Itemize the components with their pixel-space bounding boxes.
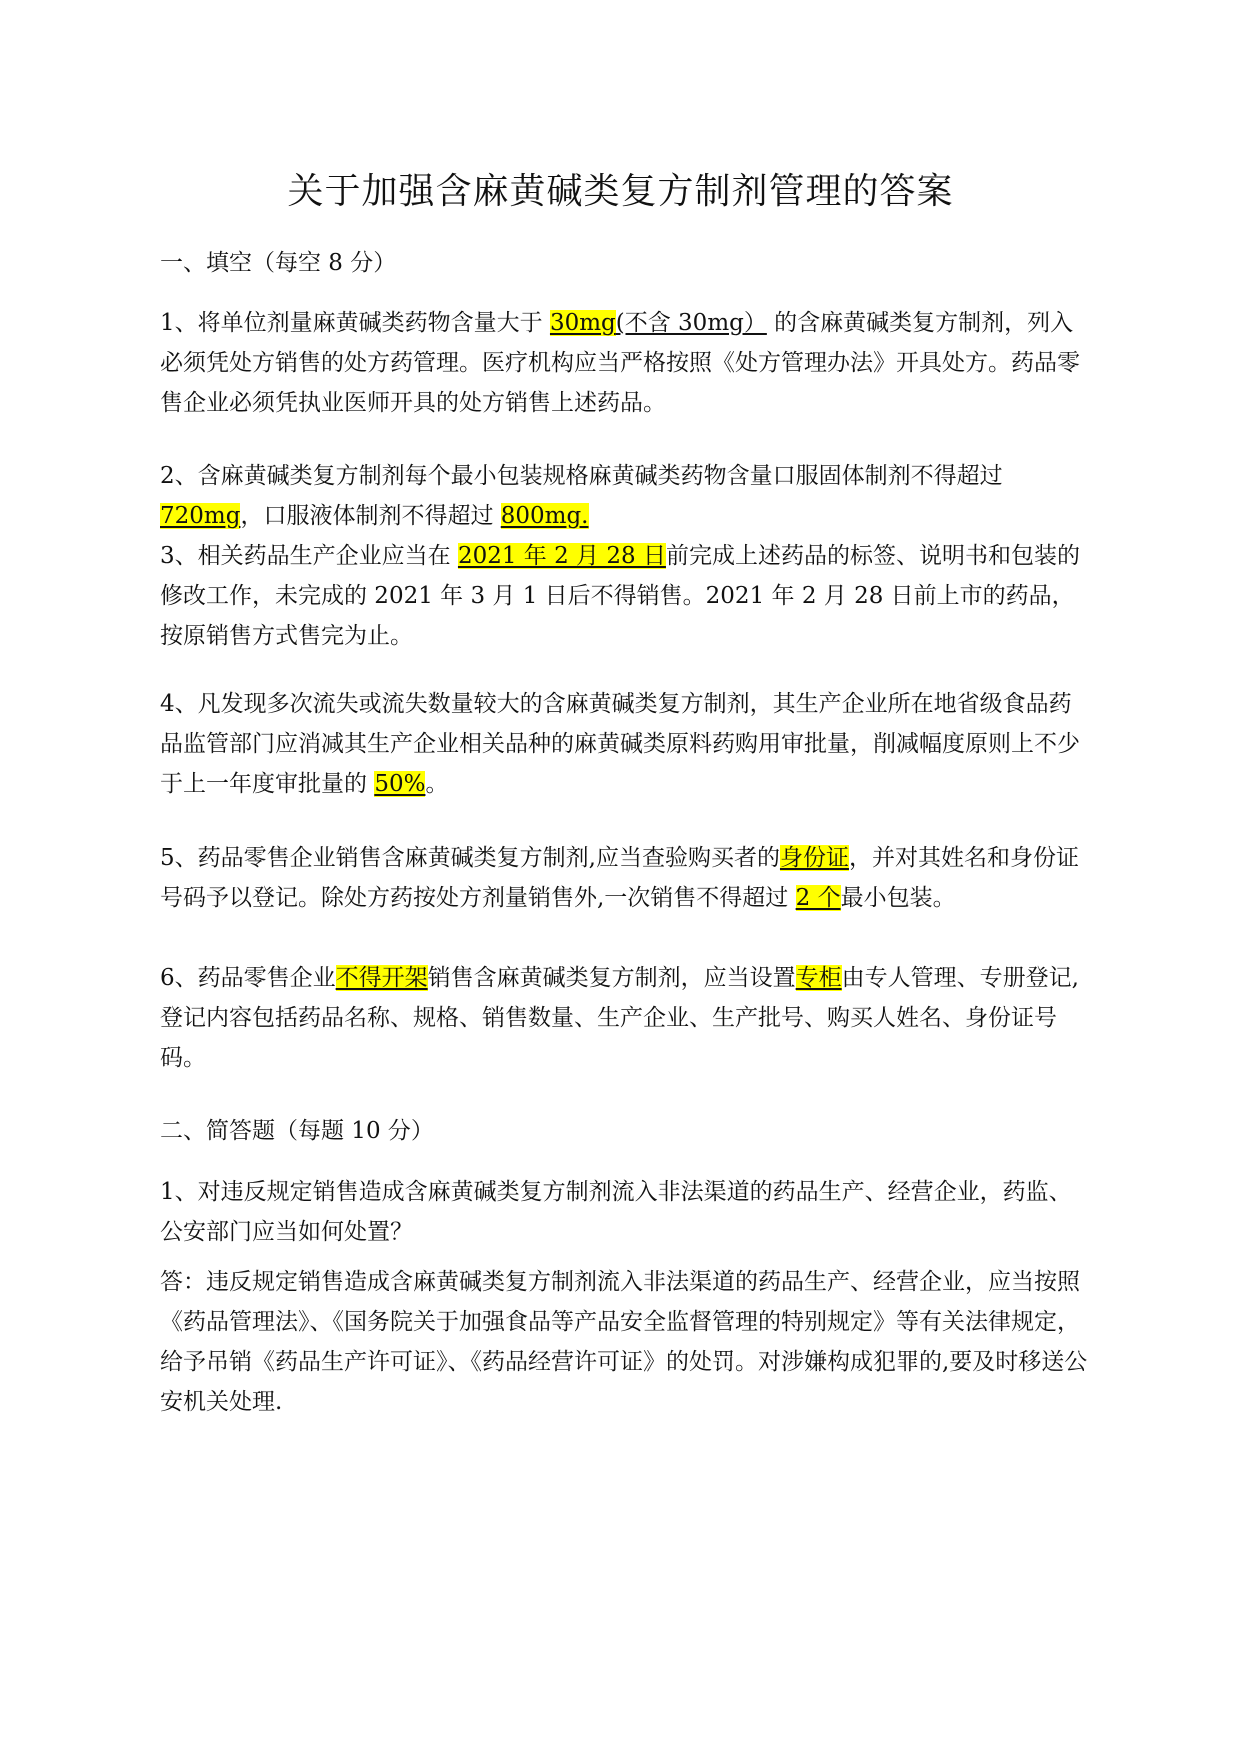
question-text: 最小包装。 (840, 885, 956, 911)
question-text: 6、药品零售企业 (160, 965, 336, 991)
section-heading-fill-in: 一、填空（每空 8 分） (160, 250, 397, 276)
question-1 (160, 303, 1090, 423)
question-5 (160, 838, 1090, 918)
question-text: 1、将单位剂量麻黄碱类药物含量大于 (160, 310, 550, 336)
answer-highlight: 50% (374, 771, 426, 797)
question-text: 。 (425, 771, 449, 797)
question-text: 4、凡发现多次流失或流失数量较大的含麻黄碱类复方制剂，其生产企业所在地省级食品药品监管部门应消减其生产企业相关品种的麻黄碱类原料药购用审批量，削减幅度原则上不少于上一年度审批量的 (160, 691, 1080, 797)
question-3 (160, 536, 1090, 656)
answer-highlight: 30mg (549, 310, 616, 336)
answer-text: (不含 30mg） (615, 310, 767, 336)
question-text: 前完成上述药品的标签、说明书和包装的修改工作，未完成的 2021 年 3 月 1 日后不得销售。2021 年 2 月 28 日前上市的药品，按原销售方式售完为止。 (160, 543, 1080, 649)
question-text: 的含麻黄碱类复方制剂，列入必须凭处方销售的处方药管理。医疗机构应当严格按照《处方管理办法》开具处方。药品零售企业必须凭执业医师开具的处方销售上述药品。 (160, 310, 1080, 416)
answer-blank (550, 310, 767, 336)
question-text: 5、药品零售企业销售含麻黄碱类复方制剂,应当查验购买者的 (160, 845, 780, 871)
question-2 (160, 456, 1090, 536)
answer-highlight: 不得开架 (335, 965, 428, 991)
section-heading-short-answer: 二、简答题（每题 10 分） (160, 1118, 434, 1144)
answer-highlight: 2021 年 2 月 28 日 (457, 543, 666, 569)
question-text: 3、相关药品生产企业应当在 (160, 543, 458, 569)
question-text: ，口服液体制剂不得超过 (240, 503, 501, 529)
answer-highlight: 800mg. (500, 503, 589, 529)
answer-highlight: 2 个 (795, 885, 841, 911)
question-text: 销售含麻黄碱类复方制剂，应当设置 (427, 965, 796, 991)
question-text: 2、含麻黄碱类复方制剂每个最小包装规格麻黄碱类药物含量口服固体制剂不得超过 (160, 463, 1003, 489)
question-4 (160, 684, 1090, 804)
question-text: 由专人管理、专册登记,登记内容包括药品名称、规格、销售数量、生产企业、生产批号、购买人姓名、身份证号码。 (160, 965, 1079, 1071)
question-text: ，并对其姓名和身份证号码予以登记。除处方药按处方剂量销售外,一次销售不得超过 (160, 845, 1079, 911)
short-answer-response-1: 答：违反规定销售造成含麻黄碱类复方制剂流入非法渠道的药品生产、经营企业，应当按照《药品管理法》、《国务院关于加强食品等产品安全监督管理的特别规定》等有关法律规定，给予吊销《药品生产许可证》、《药品经营许可证》的处罚。对涉嫌构成犯罪的,要及时移送公安机关处理. (160, 1269, 1088, 1415)
answer-highlight: 身份证 (779, 845, 849, 871)
short-answer-question-1: 1、对违反规定销售造成含麻黄碱类复方制剂流入非法渠道的药品生产、经营企业，药监、公安部门应当如何处置？ (160, 1179, 1072, 1245)
question-6 (160, 958, 1090, 1078)
answer-highlight: 720mg (160, 503, 241, 529)
page-title: 关于加强含麻黄碱类复方制剂管理的答案 (287, 171, 954, 212)
answer-highlight: 专柜 (795, 965, 842, 991)
